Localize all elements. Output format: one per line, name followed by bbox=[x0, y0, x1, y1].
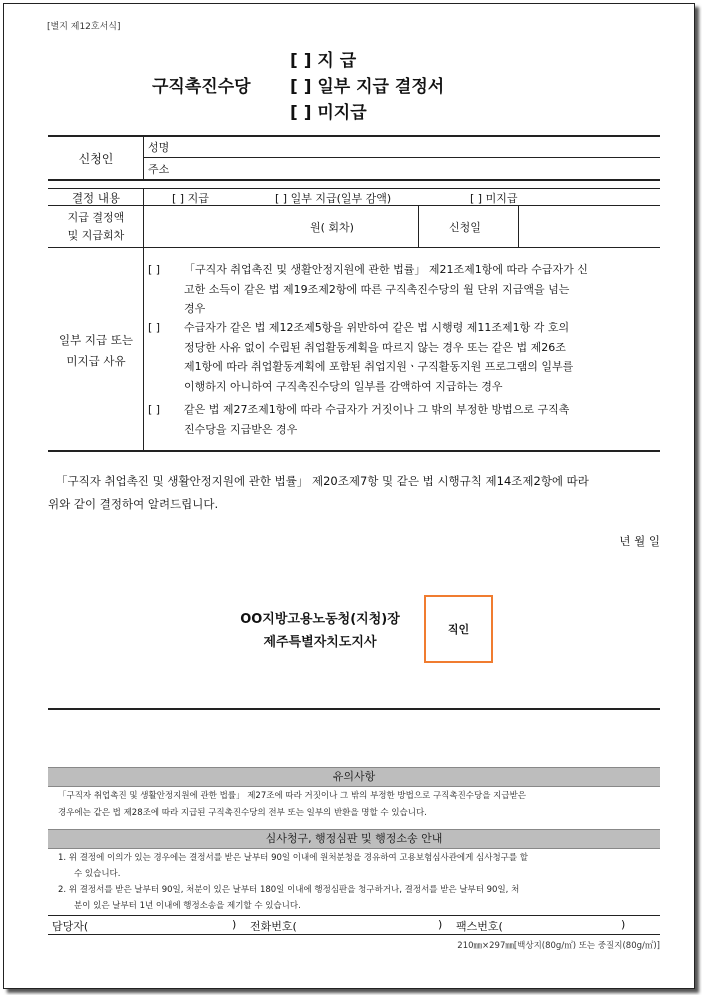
apply-date-label: 신청일 bbox=[449, 221, 481, 234]
name-label: 성명 bbox=[148, 141, 170, 154]
divider bbox=[143, 157, 660, 158]
caution-line: 「구직자 취업촉진 및 생활안정지원에 관한 법률」 제27조에 따라 거짓이나 그 밖의 부정한 방법으로 구직촉진수당을 지급받은 bbox=[58, 791, 526, 801]
reason-text: 같은 법 제27조제1항에 따라 수급자가 거짓이나 그 밖의 부정한 방법으로 구직촉 bbox=[184, 403, 570, 416]
table-top-border bbox=[48, 135, 660, 137]
applicant-label: 신청인 bbox=[78, 152, 114, 166]
reason-text: 정당한 사유 없이 수립된 취업활동계획을 따르지 않는 경우 또는 같은 법 제26조 bbox=[184, 340, 566, 354]
caution-title: 유의사항 bbox=[48, 767, 660, 787]
notice-line2: 위와 같이 결정하여 알려드립니다. bbox=[48, 497, 219, 511]
decision-option-pay[interactable]: [ ] 지급 bbox=[172, 192, 209, 205]
reason-text: 제1항에 따라 취업활동계획에 포함된 취업지원ㆍ구직활동지원 프로그램의 일부를 bbox=[184, 360, 574, 373]
appeal-title: 심사청구, 행정심판 및 행정소송 안내 bbox=[48, 829, 660, 849]
reasons-label-line2: 미지급 사유 bbox=[66, 354, 126, 368]
divider bbox=[518, 205, 519, 247]
decision-label: 결정 내용 bbox=[71, 191, 121, 205]
amount-label bbox=[48, 209, 144, 245]
official-stamp: 직인 bbox=[424, 595, 493, 663]
divider bbox=[48, 915, 660, 916]
divider bbox=[48, 934, 660, 935]
title-main: 구직촉진수당 bbox=[152, 77, 251, 97]
reasons-label bbox=[48, 330, 144, 372]
reason-text: 「구직자 취업촉진 및 생활안정지원에 관한 법률」 제21조제1항에 따라 수급자가 신 bbox=[184, 263, 588, 276]
appeal-text bbox=[58, 850, 656, 914]
appeal-line: 2. 위 결정서를 받은 날부터 90일, 처분이 있은 날부터 180일 이내에 행정심판을 청구하거나, 결정서를 받은 날부터 90일, 처 bbox=[58, 885, 520, 895]
appeal-line: 분이 있은 날부터 1년 이내에 행정소송을 제기할 수 있습니다. bbox=[74, 901, 301, 911]
amount-label-line2: 및 지급회차 bbox=[67, 229, 125, 242]
reason-text: 이행하지 아니하여 구직촉진수당의 일부를 감액하여 지급하는 경우 bbox=[184, 379, 503, 393]
reason-item-1[interactable] bbox=[148, 260, 660, 319]
divider bbox=[48, 205, 660, 206]
paper-spec: 210㎜×297㎜[백상지(80g/㎡) 또는 중질지(80g/㎡)] bbox=[457, 941, 660, 951]
reason-item-2[interactable] bbox=[148, 318, 660, 396]
address-label: 주소 bbox=[148, 163, 170, 176]
fax-close: ) bbox=[621, 918, 626, 931]
reason-item-3[interactable] bbox=[148, 400, 660, 439]
divider bbox=[48, 179, 660, 181]
reason-text: 고한 소득이 같은 법 제19조제2항에 따른 구직촉진수당의 월 단위 지급액을 넘는 bbox=[184, 282, 570, 296]
staff-label: 담당자( bbox=[52, 920, 89, 933]
reasons-label-line1: 일부 지급 또는 bbox=[59, 333, 133, 347]
reason-text: 수급자가 같은 법 제12조제5항을 위반하여 같은 법 시행령 제11조제1항 각 호의 bbox=[184, 321, 570, 334]
section-divider bbox=[48, 708, 660, 710]
signature-line1: OO지방고용노동청(지청)장 bbox=[240, 612, 400, 627]
decision-option-partial[interactable]: [ ] 일부 지급(일부 감액) bbox=[275, 192, 392, 205]
reason-checkbox-1[interactable]: [ ] bbox=[148, 263, 161, 276]
amount-unit[interactable]: 원( 회차) bbox=[310, 221, 354, 234]
reason-text: 진수당을 지급받은 경우 bbox=[184, 422, 298, 436]
notice-line1: 「구직자 취업촉진 및 생활안정지원에 관한 법률」 제20조제7항 및 같은 법 시행규칙 제14조제2항에 따라 bbox=[56, 474, 589, 488]
staff-close: ) bbox=[232, 918, 237, 931]
amount-label-line1: 지급 결정액 bbox=[67, 211, 125, 224]
signature-block bbox=[215, 608, 425, 654]
appeal-line: 수 있습니다. bbox=[74, 869, 121, 879]
phone-close: ) bbox=[438, 918, 443, 931]
divider bbox=[48, 188, 660, 189]
caution-line: 경우에는 같은 법 제28조에 따라 지급된 구직촉진수당의 전부 또는 일부의 반환을 명할 수 있습니다. bbox=[58, 808, 427, 818]
appeal-line: 1. 위 결정에 이의가 있는 경우에는 결정서를 받은 날부터 90일 이내에 원처분청을 경유하여 고용보험심사관에게 심사청구를 할 bbox=[58, 853, 529, 863]
fax-label: 팩스번호( bbox=[456, 920, 503, 933]
notice-text bbox=[48, 470, 660, 516]
title-option-partial: [ ] 일부 지급 결정서 bbox=[290, 77, 445, 97]
title-block bbox=[0, 46, 702, 126]
reason-checkbox-2[interactable]: [ ] bbox=[148, 321, 161, 334]
notice-date: 년 월 일 bbox=[619, 534, 660, 548]
form-number: [별지 제12호서식] bbox=[47, 22, 121, 32]
reason-checkbox-3[interactable]: [ ] bbox=[148, 403, 161, 416]
decision-option-none[interactable]: [ ] 미지급 bbox=[470, 192, 518, 205]
divider bbox=[418, 205, 419, 247]
title-option-pay: [ ] 지 급 bbox=[290, 51, 357, 71]
title-option-none: [ ] 미지급 bbox=[290, 103, 367, 123]
phone-label: 전화번호( bbox=[250, 920, 297, 933]
divider bbox=[48, 247, 660, 248]
table-bottom-border bbox=[48, 450, 660, 452]
signature-line2: 제주특별자치도지사 bbox=[263, 635, 377, 650]
caution-text bbox=[58, 788, 656, 822]
reason-text: 경우 bbox=[184, 302, 206, 315]
